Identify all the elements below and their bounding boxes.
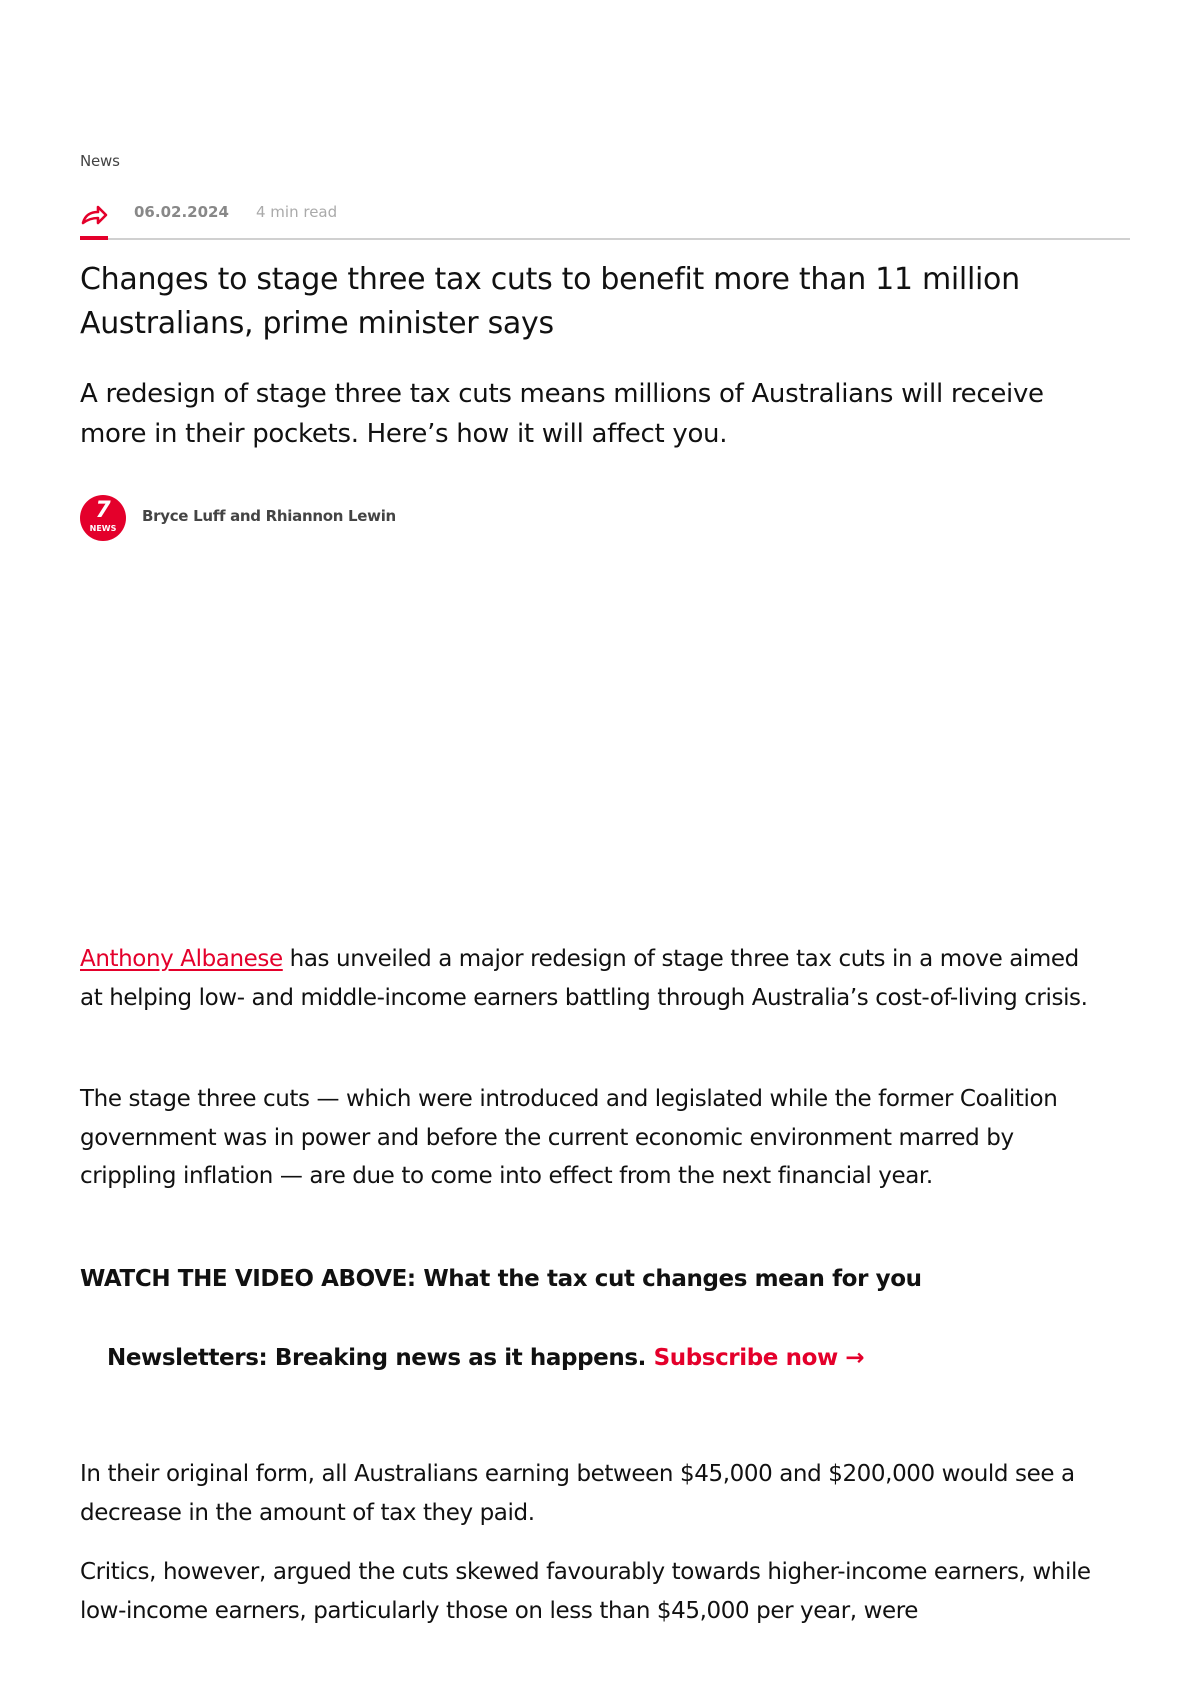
subscribe-link[interactable]: Subscribe now → [653, 1345, 865, 1371]
avatar-number: 7 [95, 498, 111, 523]
avatar-label: NEWS [89, 524, 117, 533]
author-names[interactable]: Bryce Luff and Rhiannon Lewin [142, 507, 396, 525]
active-indicator [80, 236, 108, 240]
article-meta [80, 200, 1130, 240]
newsletter-text: Newsletters: Breaking news as it happens. [107, 1345, 654, 1371]
video-placeholder[interactable] [80, 560, 1130, 930]
share-arrow-icon[interactable] [80, 200, 108, 238]
read-time: 4 min read [256, 203, 338, 221]
body-paragraph-3: In their original form, all Australians earning between $45,000 and $200,000 would see a decrease in the amount of tax they paid. [80, 1461, 1075, 1526]
7news-logo-avatar[interactable] [80, 495, 126, 541]
body-paragraph-2: The stage three cuts — which were introduced and legislated while the former Coalition government was in power and before the current economic environment marred by crippling inflation — are due to come into effect from the next financial year. [80, 1086, 1058, 1189]
category-label[interactable]: News [80, 152, 120, 170]
body-paragraph-1-text: has unveiled a major redesign of stage three tax cuts in a move aimed at helping low- and middle-income earners battling through Australia’s cost-of-living crisis. [80, 946, 1088, 1011]
albanese-link[interactable]: Anthony Albanese [80, 946, 283, 972]
watch-video-callout: WATCH THE VIDEO ABOVE: What the tax cut changes mean for you [80, 1266, 922, 1292]
newsletter-promo [107, 1345, 864, 1371]
standfirst: A redesign of stage three tax cuts means millions of Australians will receive more in their pockets. Here’s how it will affect you. [80, 379, 1044, 449]
body-paragraph-1 [80, 940, 1100, 1017]
body-paragraph-4: Critics, however, argued the cuts skewed favourably towards higher-income earners, while low-income earners, particularly those on less than $45,000 per year, were [80, 1559, 1091, 1624]
headline: Changes to stage three tax cuts to benefit more than 11 million Australians, prime minister says [80, 262, 1020, 341]
publish-date: 06.02.2024 [134, 203, 229, 221]
